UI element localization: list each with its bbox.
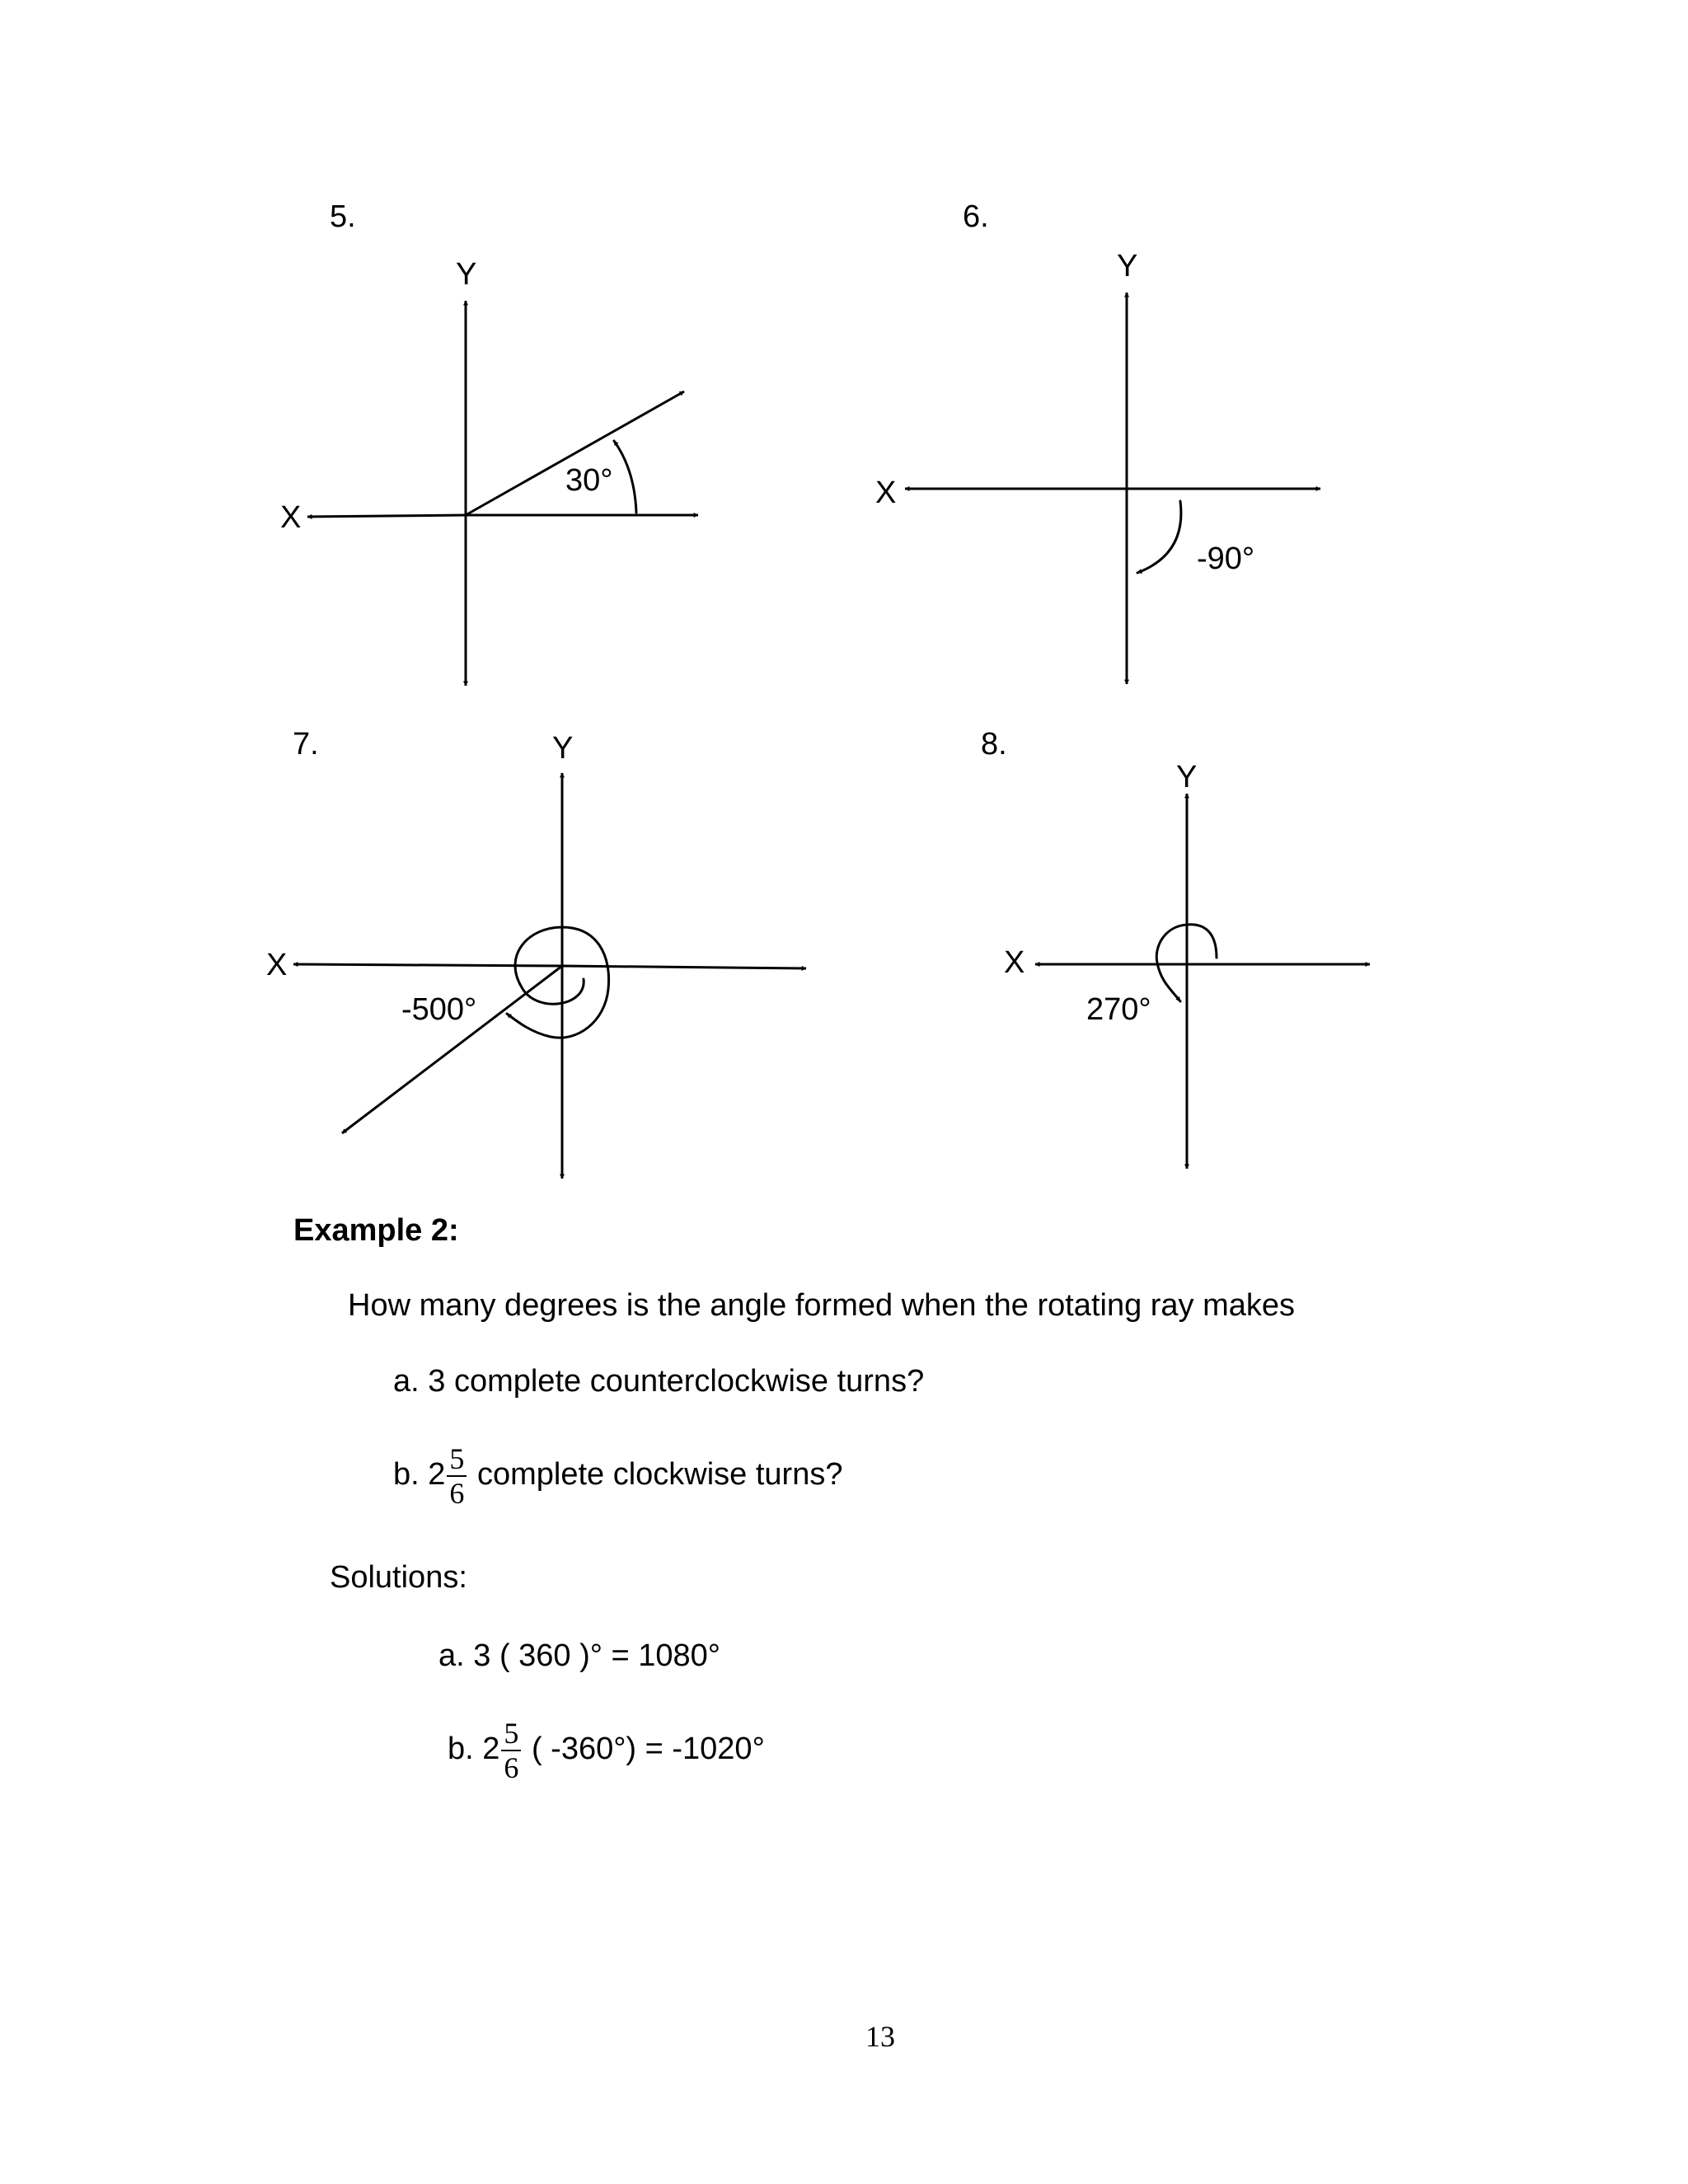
rotation-arrow: [1137, 501, 1181, 573]
x-axis-left: [307, 515, 466, 517]
angle-label: -500°: [401, 992, 477, 1027]
part-b-line: [393, 1442, 842, 1510]
question-text: How many degrees is the angle formed when the rotating ray makes: [348, 1288, 1296, 1323]
figure-number: 8.: [981, 727, 1007, 762]
solution-a: a. 3 ( 360 )° = 1080°: [438, 1638, 720, 1673]
angle-label: 30°: [565, 463, 613, 498]
example-heading: Example 2:: [293, 1213, 459, 1248]
x-axis-label: X: [1004, 945, 1025, 980]
terminal-ray: [342, 966, 562, 1133]
fraction-numerator: 5: [447, 1442, 467, 1477]
angle-label: 270°: [1086, 992, 1151, 1027]
solution-b-suffix: ( -360°) = -1020°: [531, 1732, 765, 1767]
solution-b-prefix: b. 2: [448, 1732, 500, 1767]
x-axis-left: [293, 964, 562, 966]
figure-8: [981, 727, 1370, 1169]
y-axis-label: Y: [456, 257, 477, 292]
page-number: 13: [865, 2020, 895, 2053]
fraction: [447, 1442, 467, 1510]
x-axis-label: X: [266, 948, 288, 982]
figure-number: 7.: [293, 727, 319, 762]
fraction: [501, 1717, 521, 1784]
y-axis-label: Y: [552, 731, 574, 766]
fraction-numerator: 5: [501, 1717, 521, 1751]
figure-7: [266, 727, 806, 1179]
part-a-text: a. 3 complete counterclockwise turns?: [393, 1364, 925, 1399]
solutions-label: Solutions:: [330, 1560, 467, 1595]
figure-5: [280, 199, 698, 686]
figure-number: 6.: [963, 199, 989, 234]
y-axis-label: Y: [1176, 760, 1198, 794]
figure-6: [875, 199, 1320, 684]
x-axis-label: X: [875, 476, 897, 510]
x-axis-label: X: [280, 500, 302, 535]
x-axis-right: [562, 966, 806, 968]
part-b-suffix: complete clockwise turns?: [476, 1457, 843, 1493]
solution-b-line: [448, 1717, 765, 1784]
y-axis-label: Y: [1117, 249, 1138, 284]
fraction-denominator: 6: [449, 1477, 465, 1510]
rotation-spiral: [507, 927, 609, 1038]
angle-label: -90°: [1197, 541, 1255, 576]
part-b-prefix: b. 2: [393, 1457, 446, 1493]
fraction-denominator: 6: [504, 1751, 519, 1784]
rotation-arrow: [614, 441, 636, 513]
figure-number: 5.: [330, 199, 356, 234]
